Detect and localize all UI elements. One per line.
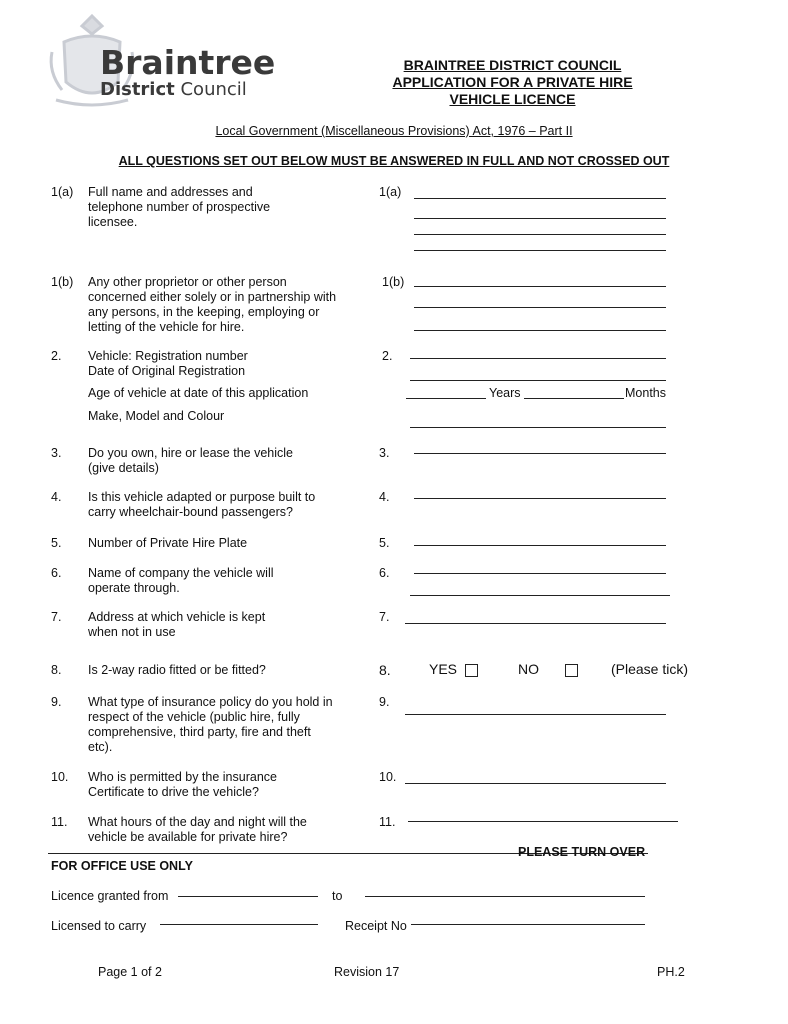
revision-label: Revision 17 — [334, 965, 400, 979]
q1b-answer-label: 1(b) — [382, 275, 405, 289]
please-turn-over: PLEASE TURN OVER — [518, 845, 646, 859]
q7-answer-line[interactable] — [405, 623, 666, 624]
q9-answer-line[interactable] — [405, 714, 666, 715]
q9-text: What type of insurance policy do you hold in respect of the vehicle (public hire, fully comprehensive, third party, fire and theft etc). — [88, 695, 333, 754]
q8-yes-checkbox[interactable] — [465, 664, 478, 677]
licence-granted-line[interactable] — [178, 896, 318, 897]
q6-text: Name of company the vehicle will operate through. — [88, 566, 274, 595]
q2-number: 2. — [51, 349, 62, 363]
act-reference: Local Government (Miscellaneous Provisions) Act, 1976 – Part II — [215, 124, 573, 138]
q1a-answer-label: 1(a) — [379, 185, 402, 199]
q7-number: 7. — [51, 610, 62, 624]
q9-answer-label: 9. — [379, 695, 390, 709]
logo-text-district: District — [100, 79, 175, 100]
q3-answer-line[interactable] — [414, 453, 666, 454]
q5-answer-label: 5. — [379, 536, 390, 550]
q7-answer-label: 7. — [379, 610, 390, 624]
q4-answer-label: 4. — [379, 490, 390, 504]
q1b-answer-line-3[interactable] — [414, 330, 666, 331]
licence-granted-label: Licence granted from — [51, 889, 169, 903]
q3-number: 3. — [51, 446, 62, 460]
q1a-text: Full name and addresses and telephone number of prospective licensee. — [88, 185, 271, 229]
q10-text: Who is permitted by the insurance Certificate to drive the vehicle? — [88, 770, 277, 799]
q11-answer-line[interactable] — [408, 821, 678, 822]
q9-number: 9. — [51, 695, 62, 709]
q2-answer-label: 2. — [382, 349, 393, 363]
licence-to-label: to — [332, 889, 343, 903]
q11-answer-label: 11. — [379, 815, 396, 829]
q6-answer-line-1[interactable] — [414, 573, 666, 574]
logo-text-district-council — [100, 80, 247, 100]
q6-answer-line-2[interactable] — [410, 595, 670, 596]
q11-number: 11. — [51, 815, 68, 829]
q2-text-make: Make, Model and Colour — [88, 409, 225, 423]
licensed-to-carry-line[interactable] — [160, 924, 318, 925]
q4-number: 4. — [51, 490, 62, 504]
q8-number: 8. — [51, 663, 62, 677]
page-number: Page 1 of 2 — [98, 965, 162, 979]
q8-no-label: NO — [518, 661, 539, 677]
q1b-answer-line-1[interactable] — [414, 286, 666, 287]
title-line-2: APPLICATION FOR A PRIVATE HIRE — [392, 74, 633, 90]
q11-text: What hours of the day and night will the vehicle be available for private hire? — [88, 815, 307, 844]
q2-text-registration: Vehicle: Registration number — [88, 349, 248, 363]
q6-number: 6. — [51, 566, 62, 580]
q10-answer-line[interactable] — [405, 783, 666, 784]
q6-answer-label: 6. — [379, 566, 390, 580]
q5-answer-line[interactable] — [414, 545, 666, 546]
q5-number: 5. — [51, 536, 62, 550]
title-line-1: BRAINTREE DISTRICT COUNCIL — [403, 57, 622, 73]
logo-text-council: Council — [174, 79, 247, 100]
q2-text-date: Date of Original Registration — [88, 364, 246, 378]
q2-months-label: Months — [625, 386, 666, 400]
form-code: PH.2 — [657, 965, 685, 979]
q8-no-option[interactable] — [518, 661, 578, 677]
q8-yes-label: YES — [429, 661, 458, 677]
q1a-answer-line-3[interactable] — [414, 234, 666, 235]
receipt-no-line[interactable] — [411, 924, 645, 925]
q1b-text: Any other proprietor or other person concerned either solely or in partnership with any persons, in the keeping, employing or letting of the vehicle for hire. — [88, 275, 337, 334]
q10-number: 10. — [51, 770, 69, 784]
q4-answer-line[interactable] — [414, 498, 666, 499]
q8-no-checkbox[interactable] — [565, 664, 578, 677]
title-line-3: VEHICLE LICENCE — [449, 91, 576, 107]
licence-to-line[interactable] — [365, 896, 645, 897]
q3-text: Do you own, hire or lease the vehicle (give details) — [88, 446, 293, 475]
q2-years-label: Years — [489, 386, 521, 400]
q1a-answer-line-1[interactable] — [414, 198, 666, 199]
q1b-answer-line-2[interactable] — [414, 307, 666, 308]
q2-answer-date-line[interactable] — [410, 380, 666, 381]
q7-text: Address at which vehicle is kept when not in use — [88, 610, 266, 639]
q5-text: Number of Private Hire Plate — [88, 536, 248, 550]
q8-text: Is 2-way radio fitted or be fitted? — [88, 663, 266, 677]
q2-answer-registration-line[interactable] — [410, 358, 666, 359]
q1a-answer-line-4[interactable] — [414, 250, 666, 251]
logo-text-braintree: Braintree — [100, 43, 276, 82]
receipt-no-label: Receipt No — [345, 919, 407, 933]
q3-answer-label: 3. — [379, 446, 390, 460]
form-title — [340, 57, 685, 108]
q8-tick-note: (Please tick) — [611, 661, 689, 677]
office-use-title: FOR OFFICE USE ONLY — [51, 859, 193, 873]
q2-text-age: Age of vehicle at date of this application — [88, 386, 309, 400]
q8-answer-label: 8. — [379, 662, 391, 678]
q2-months-line[interactable] — [524, 398, 624, 399]
q4-text: Is this vehicle adapted or purpose built to carry wheelchair-bound passengers? — [88, 490, 316, 519]
licensed-to-carry-label: Licensed to carry — [51, 919, 147, 933]
q10-answer-label: 10. — [379, 770, 397, 784]
q2-years-line[interactable] — [406, 398, 486, 399]
q1a-answer-line-2[interactable] — [414, 218, 666, 219]
q1a-number: 1(a) — [51, 185, 74, 199]
instruction-text: ALL QUESTIONS SET OUT BELOW MUST BE ANSWERED IN FULL AND NOT CROSSED OUT — [118, 154, 670, 168]
q1b-number: 1(b) — [51, 275, 74, 289]
q8-yes-option[interactable] — [429, 661, 478, 677]
q2-answer-make-line[interactable] — [410, 427, 666, 428]
